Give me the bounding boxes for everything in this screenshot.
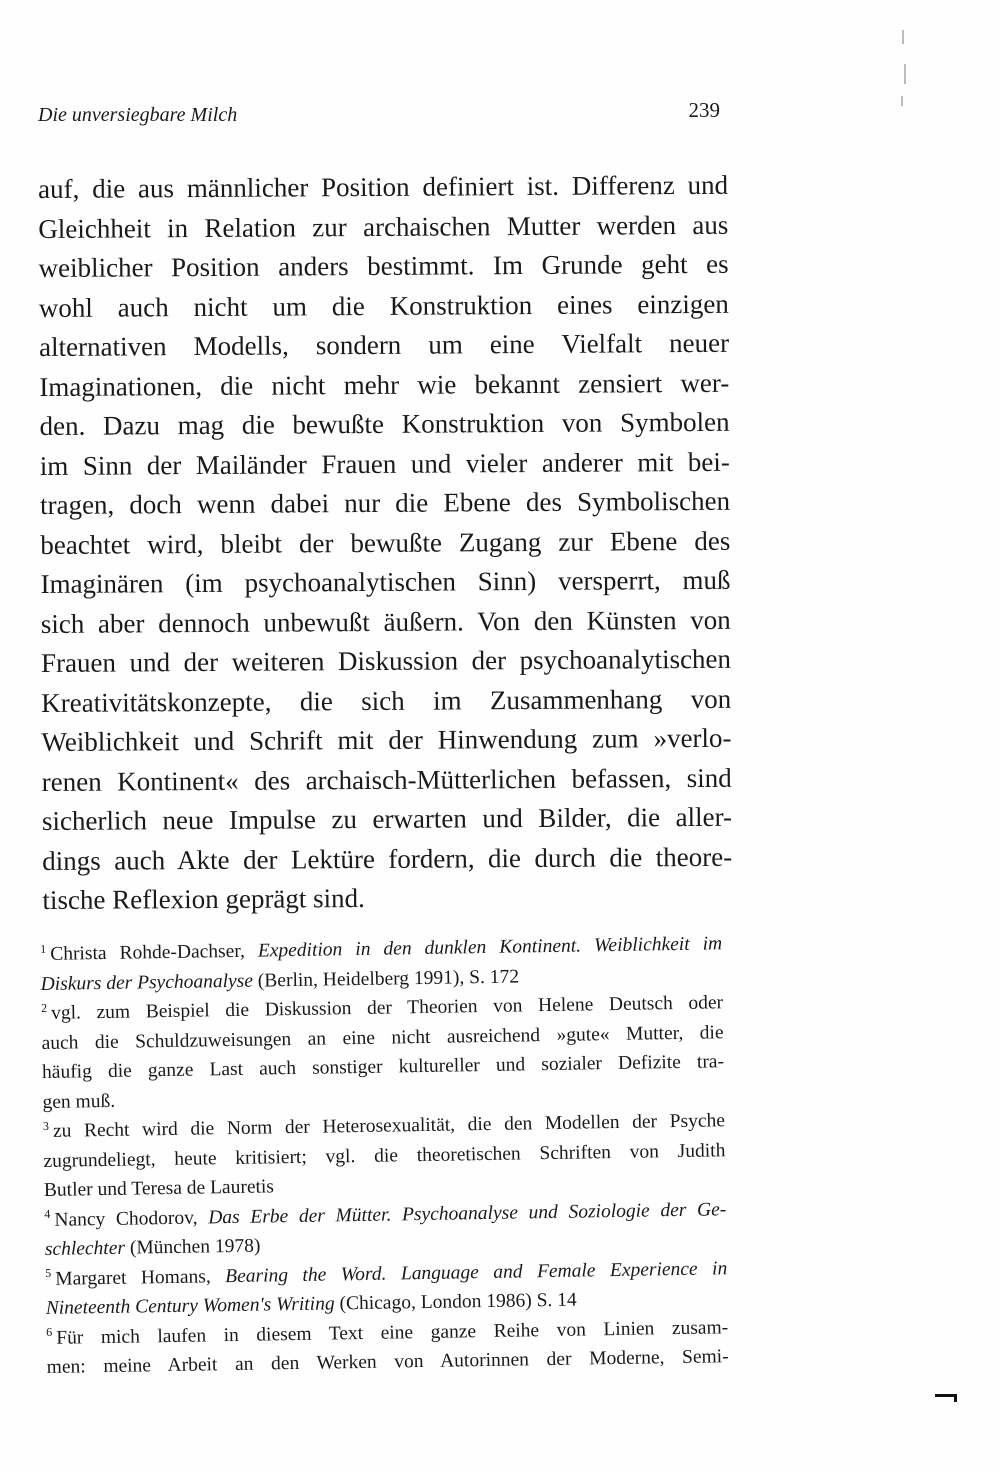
- footnote-text: auch die Schuldzuweisungen an eine nicht ausreichend »gute« Mutter, die: [41, 1021, 724, 1054]
- body-line: dings auch Akte der Lektüre fordern, die durch die theore-: [42, 841, 733, 876]
- body-line: wohl auch nicht um die Konstruktion eines einzigen: [38, 288, 729, 323]
- body-line: tische Reflexion geprägt sind.: [42, 883, 365, 915]
- body-line: Weiblichkeit und Schrift mit der Hinwendung zum »verlo-: [41, 722, 732, 757]
- body-line: Kreativitätskonzepte, die sich im Zusammenhang von: [41, 683, 732, 718]
- footnote-text: häufig die ganze Last auch sonstiger kultureller und sozialer Defizite tra-: [41, 1051, 725, 1083]
- footnote-title: Expedition in den dunklen Kontinent. Weiblichkeit im: [257, 933, 723, 962]
- body-line: sich aber dennoch unbewußt äußern. Von den Künsten von: [40, 604, 731, 639]
- footnote-text: Butler und Teresa de Lauretis: [43, 1176, 275, 1201]
- footnote-author: Nancy Chodorov,: [54, 1206, 209, 1231]
- body-line: sicherlich neue Impulse zu erwarten und Bilder, die aller-: [41, 801, 733, 836]
- footnote-author: Margaret Homans,: [55, 1265, 226, 1290]
- body-line: den. Dazu mag die bewußte Konstruktion von Symbolen: [39, 406, 730, 441]
- body-line: weiblicher Position anders bestimmt. Im Grunde geht es: [38, 248, 729, 283]
- crop-mark: [935, 1394, 957, 1402]
- footnote-mark: 6: [46, 1324, 53, 1339]
- footnote-text: gen muß.: [42, 1090, 116, 1113]
- body-line: Imaginären (im psychoanalytischen Sinn) versperrt, muß: [40, 564, 731, 599]
- body-line: Gleichheit in Relation zur archaischen Mutter werden aus: [38, 209, 729, 244]
- footnote-title: Das Erbe der Mütter. Psychoanalyse und Soziologie der Ge-: [208, 1198, 727, 1228]
- footnote-title: schlechter: [44, 1237, 126, 1260]
- body-line: beachtet wird, bleibt der bewußte Zugang zur Ebene des: [40, 525, 731, 560]
- body-line: renen Kontinent« des archaisch-Mütterlichen befassen, sind: [41, 762, 732, 797]
- footnote-text: zu Recht wird die Norm der Heterosexualität, die den Modellen der Psyche: [52, 1110, 726, 1142]
- footnote-mark: 3: [42, 1118, 50, 1133]
- scan-speck: [901, 96, 903, 106]
- body-line: tragen, doch wenn dabei nur die Ebene des Symbolischen: [39, 485, 731, 520]
- scan-speck: [902, 30, 904, 44]
- crop-mark-vertical: [954, 1394, 957, 1402]
- footnotes: [40, 929, 729, 1382]
- footnote-mark: 4: [44, 1206, 51, 1221]
- footnote-mark: 2: [40, 1000, 48, 1015]
- footnote-title: Diskurs der Psychoanalyse: [40, 970, 254, 995]
- footnote-title: Nineteenth Century Women's Writing: [45, 1293, 335, 1319]
- footnote-citation: (Chicago, London 1986) S. 14: [334, 1289, 577, 1315]
- footnote-text: vgl. zum Beispiel die Diskussion der Theorien von Helene Deutsch oder: [50, 992, 724, 1024]
- footnote-text: Für mich laufen in diesem Text eine ganze Reihe von Linien zusam-: [56, 1316, 729, 1349]
- footnote-text: zugrundeliegt, heute kritisiert; vgl. die theoretischen Schriften von Judith: [43, 1139, 726, 1172]
- footnote-citation: (Berlin, Heidelberg 1991), S. 172: [252, 965, 520, 992]
- footnote-author: Christa Rohde-Dachser,: [50, 940, 259, 965]
- running-head: [38, 98, 720, 132]
- running-title: Die unversiegbare Milch: [38, 104, 238, 126]
- body-line: Frauen und der weiteren Diskussion der psychoanalytischen: [40, 643, 732, 678]
- footnote-citation: (München 1978): [124, 1235, 261, 1259]
- scan-artifact: [880, 20, 920, 130]
- body-line: Imaginationen, die nicht mehr wie bekannt zensiert wer-: [39, 367, 730, 402]
- body-line: alternativen Modells, sondern um eine Vielfalt neuer: [38, 327, 730, 362]
- body-line: im Sinn der Mailänder Frauen und vieler anderer mit bei-: [39, 446, 730, 481]
- scan-speck: [904, 64, 906, 84]
- page-number: 239: [688, 98, 720, 122]
- footnote-text: men: meine Arbeit an den Werken von Autorinnen der Moderne, Semi-: [46, 1346, 729, 1378]
- footnote-mark: 5: [45, 1265, 52, 1280]
- footnote-mark: 1: [40, 941, 47, 956]
- footnote-title: Bearing the Word. Language and Female Experience in: [225, 1257, 728, 1287]
- body-line: auf, die aus männlicher Position definiert ist. Differenz und: [38, 169, 729, 204]
- body-paragraph: [38, 166, 733, 921]
